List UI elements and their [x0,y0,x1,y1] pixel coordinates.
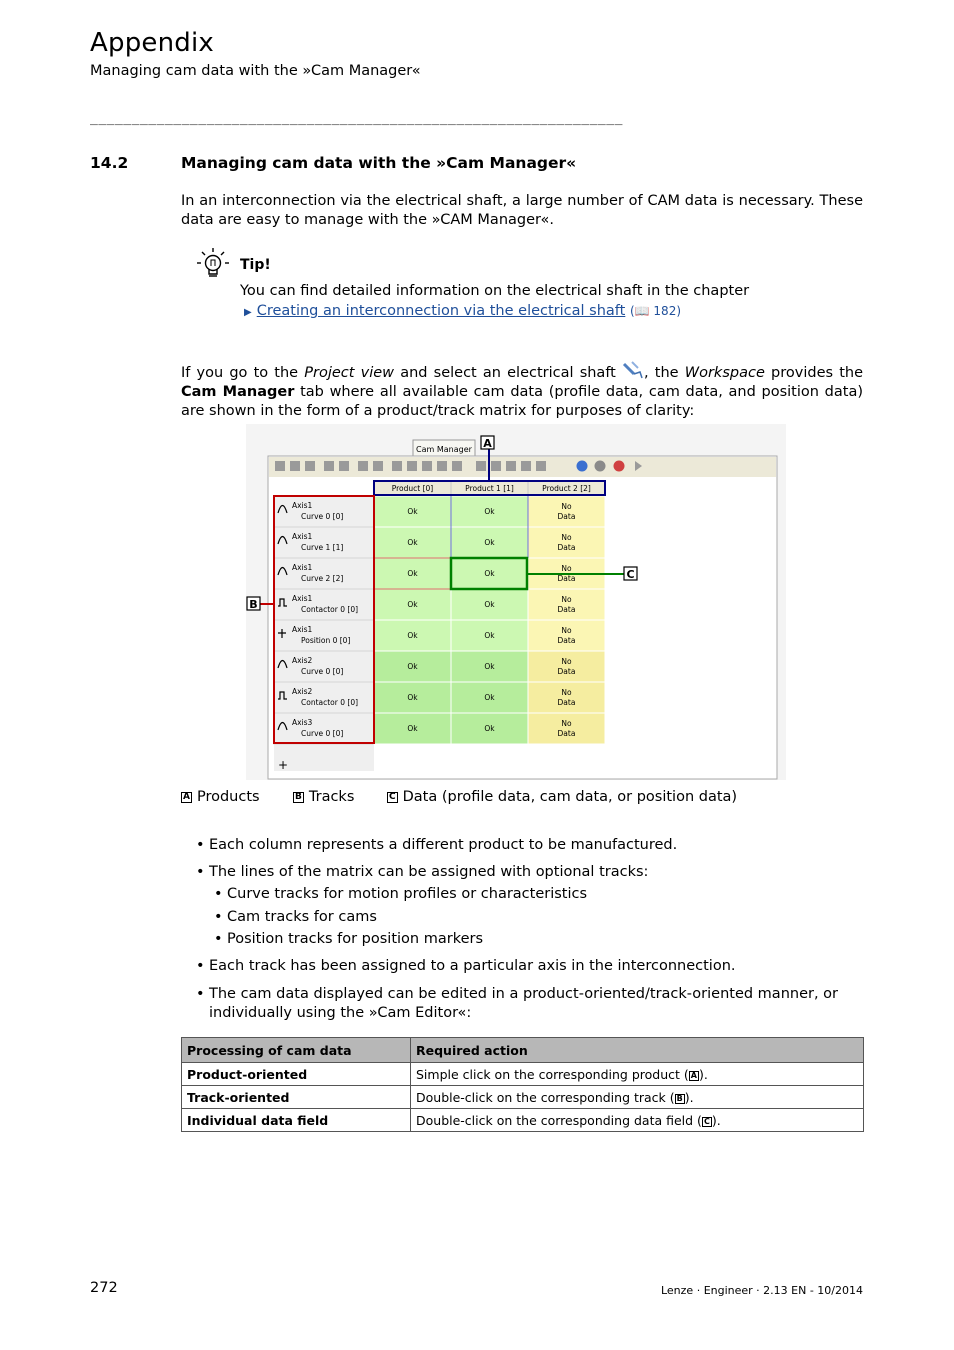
track-axis-label: Axis1 [292,532,313,541]
table-cell: Double-click on the corresponding data field ( C ). [411,1109,864,1132]
data-cell-label: Ok [484,724,495,733]
tip-text: You can find detailed information on the electrical shaft in the chapter [240,283,750,299]
data-cell-label: Data [557,512,576,521]
sub-list-item: • Curve tracks for motion profiles or characteristics [214,886,588,902]
track-name-label: Curve 1 [1] [301,543,344,552]
data-cell-label: Ok [484,693,495,702]
list-item: • Each column represents a different product to be manufactured. [196,837,678,853]
cam-manager-screenshot [246,424,786,780]
section-number: 14.2 [90,154,129,172]
track-name-label: Curve 2 [2] [301,574,344,583]
table-header-cell: Processing of cam data [182,1038,411,1063]
link-arrow-icon: ▶ [244,307,252,318]
track-axis-label: Axis1 [292,594,313,603]
data-cell-label: Ok [407,600,418,609]
table-cell-key: Track-oriented [182,1086,411,1109]
table-header-row [182,1038,864,1063]
track-name-label: Position 0 [0] [301,636,351,645]
product-header-label: Product 1 [1] [465,484,514,493]
data-cell-label: No [561,657,572,666]
data-cell-label: Data [557,667,576,676]
data-cell-label: Ok [407,724,418,733]
track-name-label: Curve 0 [0] [301,667,344,676]
cam-data-table [181,1037,864,1132]
zoom-out-icon[interactable] [373,461,383,471]
list-item: • The cam data displayed can be edited in a product-oriented/track-oriented manner, or [196,986,839,1002]
data-cell-label: No [561,688,572,697]
table-row [182,1063,864,1086]
add-cam-icon[interactable] [407,461,417,471]
legend-item: B Tracks [295,789,355,805]
data-cell-label: Data [557,543,576,552]
product-header-label: Product 2 [2] [542,484,591,493]
table-cell-key: Individual data field [182,1109,411,1132]
paste-icon[interactable] [305,461,315,471]
data-cell-label: Ok [407,631,418,640]
tip-label: Tip! [240,257,271,273]
zoom-in-icon[interactable] [358,461,368,471]
data-cell-label: Ok [407,662,418,671]
list-item: • Each track has been assigned to a particular axis in the interconnection. [196,958,736,974]
track-name-label: Contactor 0 [0] [301,605,359,614]
line-icon[interactable] [452,461,462,471]
data-cell-label: Data [557,574,576,583]
sub-list-item: • Position tracks for position markers [214,931,484,947]
chapter-link-text[interactable]: Creating an interconnection via the electrical shaft [256,303,626,319]
svg-text:A: A [483,437,492,450]
table-row [182,1109,864,1132]
redo-icon[interactable] [339,461,349,471]
list-item: • The lines of the matrix can be assigned with optional tracks: [196,864,649,880]
data-cell-label: Ok [484,631,495,640]
bar-icon[interactable] [521,461,531,471]
chapter-link[interactable]: ▶ Creating an interconnection via the electrical shaft (📖 182) [244,303,682,319]
data-cell-label: Data [557,636,576,645]
data-cell-label: Ok [407,507,418,516]
data-cell-label: Ok [484,600,495,609]
cut-icon[interactable] [275,461,285,471]
wave-icon[interactable] [491,461,501,471]
grid-icon[interactable] [506,461,516,471]
header-divider: ________________________________________________________________ [90,111,623,126]
data-cell-label: No [561,502,572,511]
wave-icon[interactable] [476,461,486,471]
track-axis-label: Axis2 [292,687,313,696]
data-cell-label: Data [557,605,576,614]
lightbulb-icon [196,246,230,280]
book-icon: 📖 [634,304,650,318]
track-name-label: Curve 0 [0] [301,512,344,521]
table-cell-key: Product-oriented [182,1063,411,1086]
table-cell: Simple click on the corresponding product ( A ). [411,1063,864,1086]
track-axis-label: Axis3 [292,718,313,727]
data-cell-label: No [561,564,572,573]
data-cell-label: Ok [484,662,495,671]
footer-info: Lenze · Engineer · 2.13 EN - 10/2014 [660,1284,863,1297]
track-axis-label: Axis1 [292,563,313,572]
intro-paragraph: In an interconnection via the electrical shaft, a large number of CAM data is necessary. These data are easy to manage with the »CAM Manager«. [181,193,863,228]
electrical-shaft-icon [622,360,644,380]
list-item-continuation: individually using the »Cam Editor«: [209,1005,472,1021]
sub-list-item: • Cam tracks for cams [214,909,377,925]
settings-icon[interactable] [595,461,606,472]
data-cell-label: Ok [484,507,495,516]
data-cell-label: Ok [407,569,418,578]
legend-item: A Products [183,789,260,805]
track-axis-label: Axis2 [292,656,313,665]
svg-text:C: C [626,568,635,581]
table-header-cell: Required action [411,1038,864,1063]
table-cell: Double-click on the corresponding track ( B ). [411,1086,864,1109]
page-number: 272 [90,1280,118,1296]
page-subtitle: Managing cam data with the »Cam Manager« [90,63,421,79]
line-icon[interactable] [437,461,447,471]
data-cell-label: No [561,595,572,604]
page-ref: 182 [653,304,677,318]
undo-icon[interactable] [324,461,334,471]
add-curve-icon[interactable] [392,461,402,471]
data-cell-label: No [561,533,572,542]
copy-icon[interactable] [290,461,300,471]
track-axis-label: Axis1 [292,501,313,510]
page-title: Appendix [90,28,214,58]
add-position-icon[interactable] [422,461,432,471]
data-cell-label: No [561,719,572,728]
data-cell-label: Ok [484,538,495,547]
data-cell-label: Ok [407,538,418,547]
product-header-label: Product [0] [391,484,434,493]
cam-manager-paragraph: If you go to the Project view and select an electrical shaft , the Workspace provides the Cam Manager tab where all available cam data (profile data, cam data, and position data) are shown in the form of a product/track matrix for purposes of clarity: [181,360,863,421]
data-cell-label: No [561,626,572,635]
track-name-label: Curve 0 [0] [301,729,344,738]
data-cell-label: Data [557,698,576,707]
legend-item: C Data (profile data, cam data, or position data) [389,789,738,805]
table-row [182,1086,864,1109]
track-icon[interactable] [614,461,625,472]
svg-text:B: B [249,598,258,611]
bar-icon[interactable] [536,461,546,471]
cam-manager-tab-label: Cam Manager [416,445,472,454]
section-title: Managing cam data with the »Cam Manager« [181,154,577,172]
data-cell-label: Ok [484,569,495,578]
product-icon[interactable] [577,461,588,472]
add-track-button[interactable]: + [278,758,289,772]
data-cell-label: Ok [407,693,418,702]
track-name-label: Contactor 0 [0] [301,698,359,707]
data-cell-label: Data [557,729,576,738]
track-axis-label: Axis1 [292,625,313,634]
